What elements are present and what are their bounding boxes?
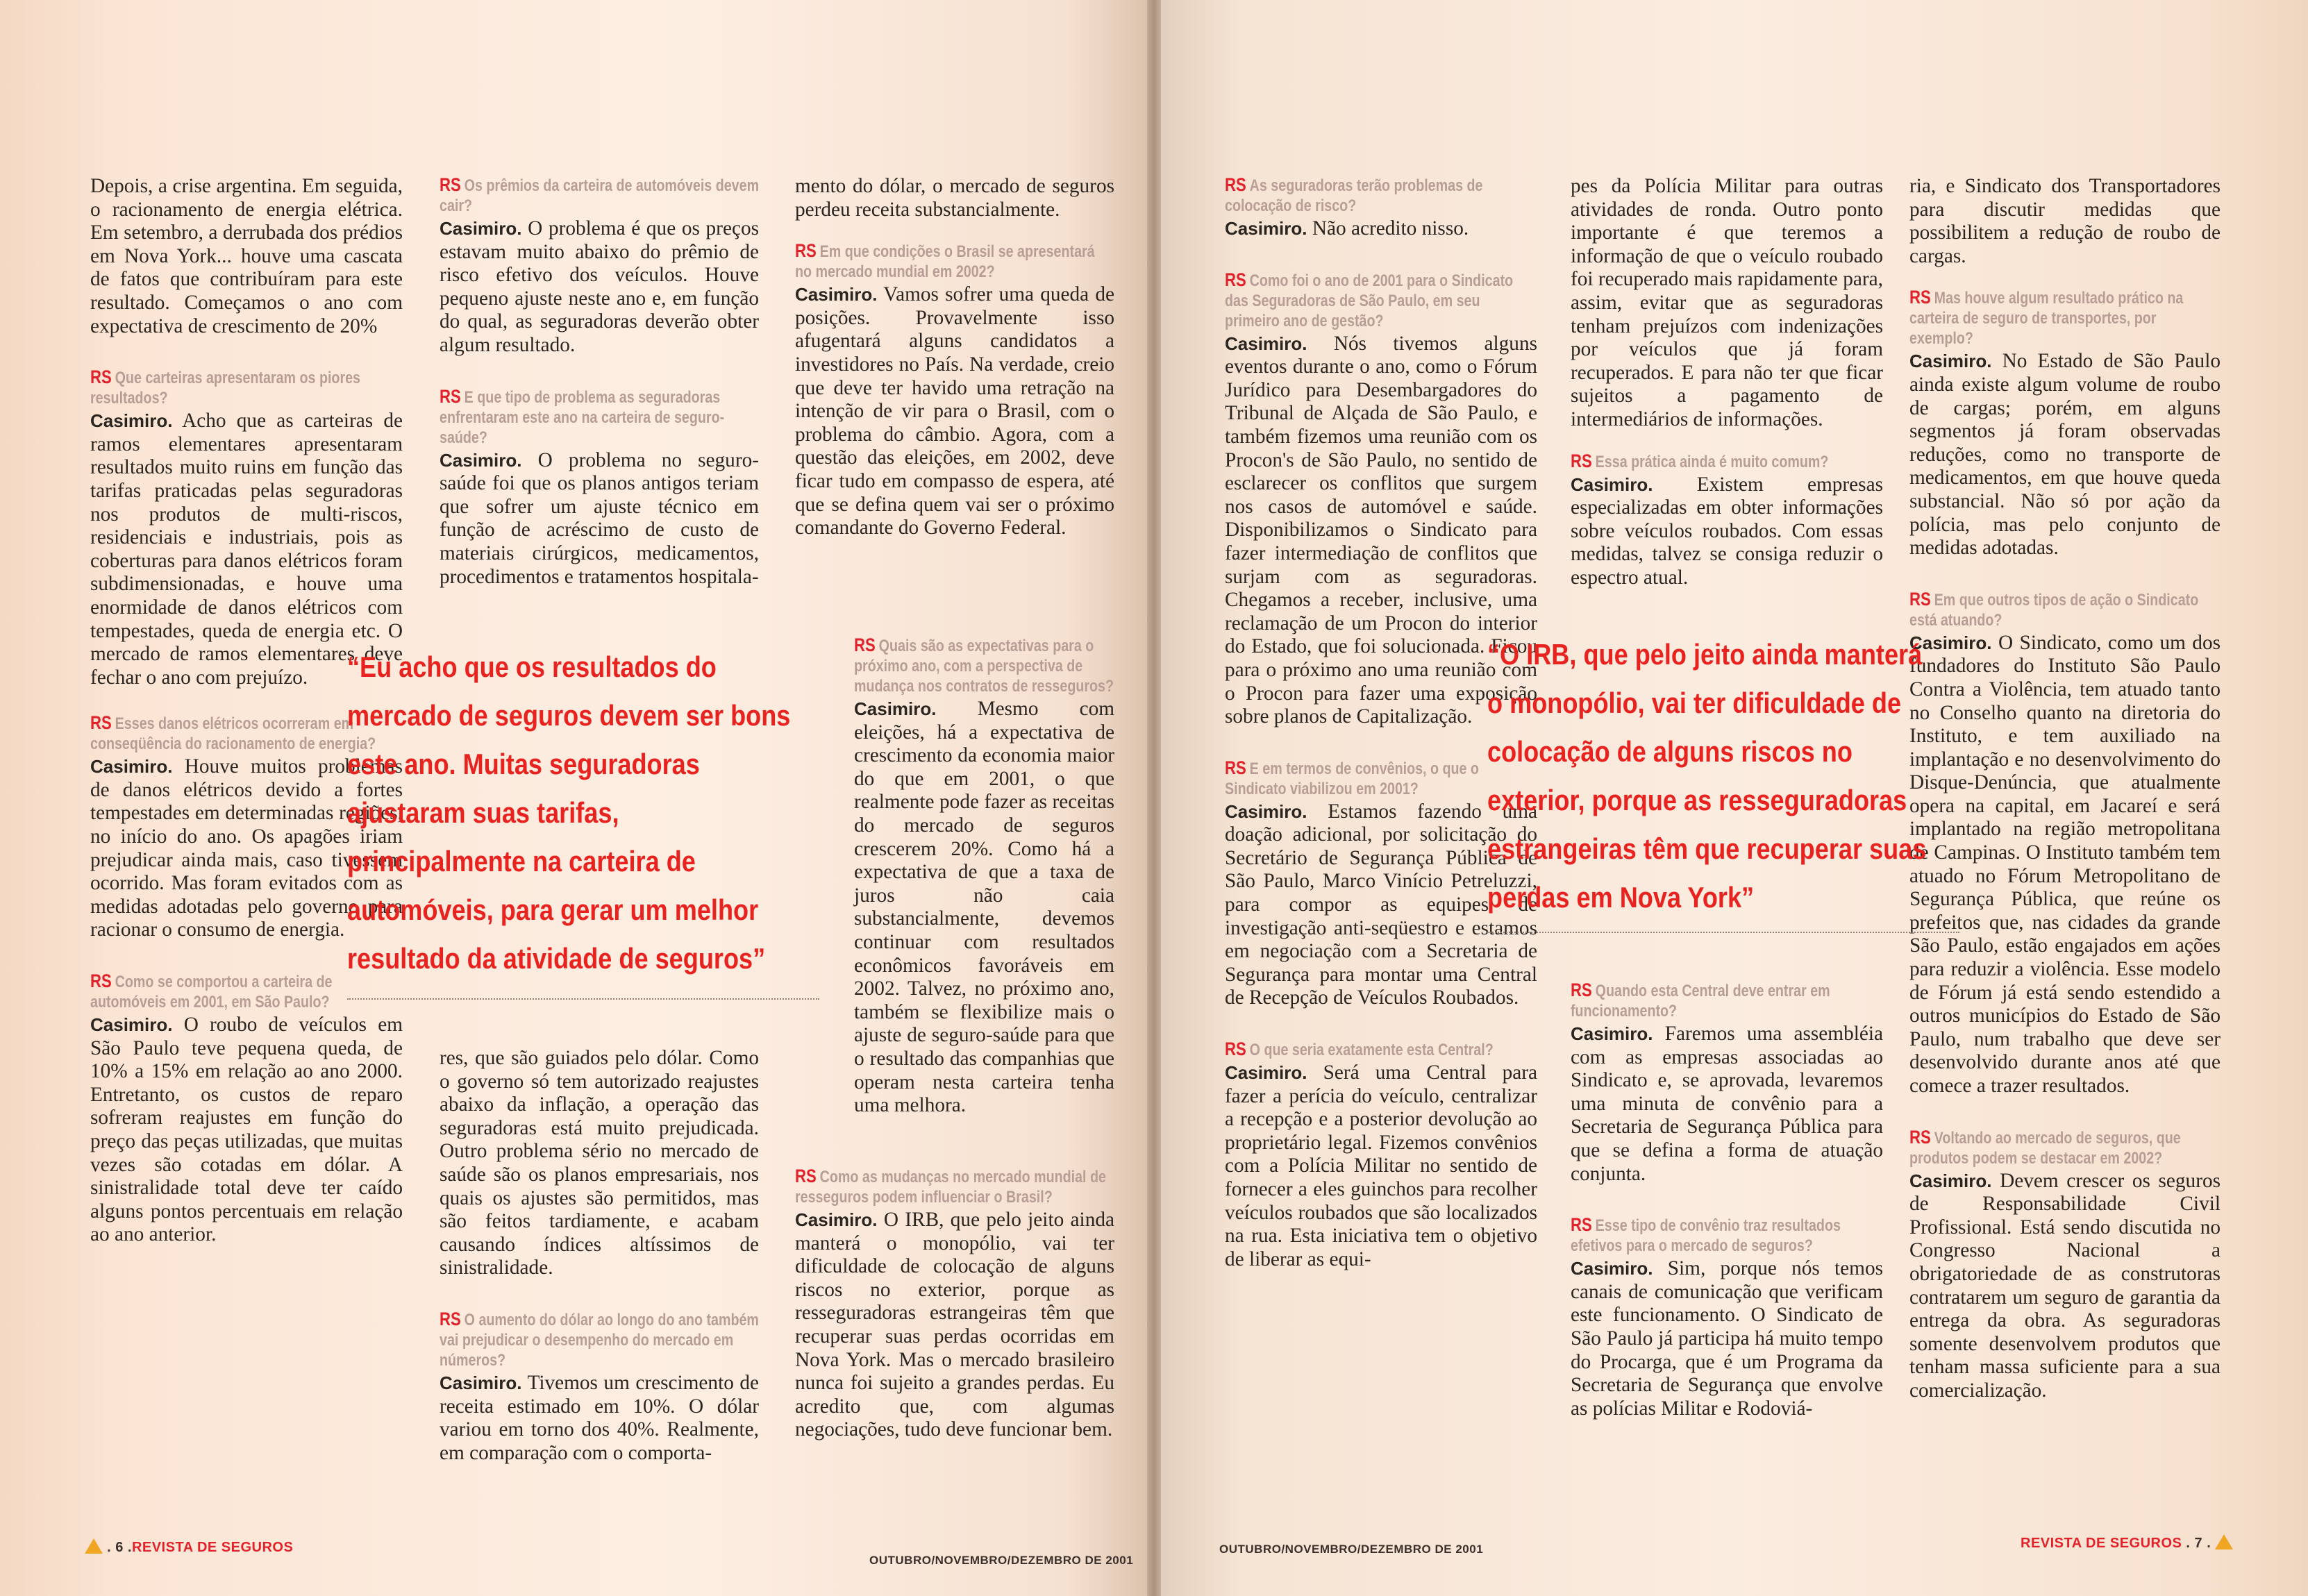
question: RS O aumento do dólar ao longo do ano também vai prejudicar o desempenho do mercado em números? xyxy=(440,1308,759,1370)
question: RS Voltando ao mercado de seguros, que produtos podem se destacar em 2002? xyxy=(1909,1126,2181,1168)
right-footer-brand: REVISTA DE SEGUROS . 7 . xyxy=(2021,1534,2233,1552)
question: RS Essa prática ainda é muito comum? xyxy=(1571,450,1829,471)
answer: Casimiro. Existem empresas especializadas em obter informações sobre veículos roubados. Com essas medidas, talvez se consiga reduzir o espectro atual. xyxy=(1571,473,1883,589)
answer: Casimiro. Mesmo com eleições, há a expectativa de crescimento da economia maior do que em 2001, o que realmente pode fazer as receitas do mercado de seguros crescerem 20%. Como há a expectativa de que a taxa de juros não caia substancialmente, devemos continuar com resultados econômicos favoráveis em 2002. Talvez, no próximo ano, também se flexibilize mais o ajuste de seguro-saúde para que o resultado das companhias que operam nesta carteira tenha uma melhora. xyxy=(854,698,1115,1117)
answer: Casimiro. Será uma Central para fazer a perícia do veículo, centralizar a recepção e a posterior devolução ao proprietário legal. Fizemos convênios com a Polícia Militar no sentido de fornecer a eles guinchos para recolher veículos roubados que são localizados na rua. Esta iniciativa tem o objetivo de liberar as equi- xyxy=(1225,1061,1537,1270)
answer: Casimiro. Vamos sofrer uma queda de posições. Provavelmente isso afugentará alguns candidatos a investidores no País. Na verdade, creio que deve ter havido uma retração na intenção de vir para o Brasil, com o problema do câmbio. Agora, com a questão das eleições, em 2002, deve ficar tudo em compasso de espera, até que se defina quem vai ser o próximo comandante do Governo Federal. xyxy=(795,283,1114,539)
question: RS Como as mudanças no mercado mundial de resseguros podem influenciar o Brasil? xyxy=(795,1166,1106,1207)
answer: Casimiro. O IRB, que pelo jeito ainda manterá o monopólio, vai ter dificuldade de colocação de alguns riscos no exterior, porque as resseguradoras estrangeiras têm que recuperar suas perdas ocorridas em Nova York. Mas o mercado brasileiro nunca foi sujeito a grandes perdas. Eu acredito que, com algumas negociações, tudo deve funcionar bem. xyxy=(795,1209,1114,1441)
spine-gutter xyxy=(1147,0,1161,1596)
answer: Casimiro. O Sindicato, como um dos fundadores do Instituto São Paulo Contra a Violência, tem atuado tanto no Conselho quanto na diretoria do Instituto, e tem auxiliado na implantação e no desenvolvimento do Disque-Denúncia, que atualmente opera na capital, em Jacareí e será implantado na região metropolitana de Campinas. O Instituto também tem atuado no Fórum Metropolitano de Segurança Pública, que reúne os prefeitos que, nas cidades da grande São Paulo, estão engajados em ações para reduzir a violência. Esse modelo de Fórum já está sendo estendido a outros municípios do Estado de São Paulo, num trabalho que deve ser desenvolvido durante anos até que comece a trazer resultados. xyxy=(1909,631,2221,1097)
left-footer-date: OUTUBRO/NOVEMBRO/DEZEMBRO DE 2001 xyxy=(869,1554,1134,1567)
question: RS Como foi o ano de 2001 para o Sindicato das Seguradoras de São Paulo, em seu primeiro ano de gestão? xyxy=(1225,269,1514,330)
answer: Casimiro. Tivemos um crescimento de receita estimado em 10%. O dólar variou em torno dos 40%. Realmente, em comparação com o comporta- xyxy=(440,1371,760,1464)
answer-continued: ria, e Sindicato dos Transportadores para discutir medidas que possibilitem a redução de roubo de cargas. xyxy=(1909,175,2221,267)
intro-paragraph: Depois, a crise argentina. Em seguida, o racionamento de energia elétrica. Em setembro, a derrubada dos prédios em Nova York... houve uma cascata de fatos que contribuíram para este resultado. Começamos o ano com expectativa de crescimento de 20% xyxy=(90,175,403,337)
pull-quote-rule xyxy=(1487,932,1959,933)
right-footer-date: OUTUBRO/NOVEMBRO/DEZEMBRO DE 2001 xyxy=(1219,1543,1484,1556)
answer: Casimiro. Faremos uma assembléia com as empresas associadas ao Sindicato e, se aprovada, levaremos uma minuta de convênio para a Secretaria de Segurança Pública para que se defina a forma de atuação conjunta. xyxy=(1571,1023,1884,1185)
right-page xyxy=(1161,0,2308,1596)
question: RS Quando esta Central deve entrar em funcionamento? xyxy=(1571,980,1830,1020)
question: RS Que carteiras apresentaram os piores resultados? xyxy=(90,367,361,408)
question: RS Mas houve algum resultado prático na carteira de seguro de transportes, por exemplo? xyxy=(1909,287,2184,348)
question: RS Como se comportou a carteira de automóveis em 2001, em São Paulo? xyxy=(90,971,333,1012)
pull-quote: “Eu acho que os resultados do mercado de seguros devem ser bons este ano. Muitas seguradoras ajustaram suas tarifas, principalmente na carteira de automóveis, para gerar um melhor resultado da atividade de seguros” xyxy=(347,650,791,975)
answer: Casimiro. O roubo de veículos em São Paulo teve pequena queda, de 10% a 15% em relação ao ano 2000. Entretanto, os custos de reparo sofreram reajustes em função do preço das peças utilizadas, que muitas vezes são cotadas em dólar. A sinistralidade total deve ter caído alguns pontos percentuais em relação ao ano anterior. xyxy=(90,1014,403,1246)
answer: Casimiro. Estamos fazendo uma doação adicional, por solicitação do Secretário de Segurança Pública de São Paulo, Marco Vinício Petreluzzi, para compor as equipes de investigação anti-seqüestro e estamos em negociação com a Secretaria de Segurança para montar uma Central de Recepção de Veículos Roubados. xyxy=(1225,800,1538,1009)
left-column-3-lower xyxy=(795,1166,1114,1471)
question: RS O que seria exatamente esta Central? xyxy=(1225,1039,1494,1060)
answer: Casimiro. Sim, porque nós temos canais de comunicação que verificam este funcionamento. O Sindicato de São Paulo já participa há muito tempo do Procarga, que é um Programa da Secretaria de Segurança que envolve as polícias Militar e Rodoviá- xyxy=(1571,1257,1883,1420)
question: RS E em termos de convênios, o que o Sindicato viabilizou em 2001? xyxy=(1225,757,1479,798)
logo-triangle-icon xyxy=(85,1538,103,1554)
answer: Casimiro. Não acredito nisso. xyxy=(1225,217,1469,240)
left-page xyxy=(0,0,1147,1596)
answer: Casimiro. Nós tivemos alguns eventos durante o ano, como o Fórum Jurídico para Desembargadores do Tribunal de Alçada de São Paulo, e também fizemos uma reunião com os Procon's de São Paulo, no sentido de esclarecer os conflitos que surgem nos casos de automóvel e saúde. Disponibilizamos o Sindicato para fazer intermediação de conflitos que surjam com as seguradoras. Chegamos a receber, inclusive, uma reclamação de um Procon do interior do Estado, que foi solucionada. Ficou para o próximo ano uma reunião com o Procon para fazer uma exposição sobre planos de Capitalização. xyxy=(1225,332,1537,728)
question: RS E que tipo de problema as seguradoras enfrentaram este ano na carteira de seguro-saúde? xyxy=(440,385,725,447)
left-column-2-lower xyxy=(440,1047,759,1494)
question: RS Esse tipo de convênio traz resultados efetivos para o mercado de seguros? xyxy=(1571,1214,1841,1256)
right-column-3 xyxy=(1909,175,2221,1432)
page-number: 6 xyxy=(115,1540,124,1555)
question: RS Esses danos elétricos ocorreram em conseqüência do racionamento de energia? xyxy=(90,712,376,754)
right-column-2-lower xyxy=(1571,980,1883,1450)
answer: Casimiro. O problema no seguro-saúde foi que os planos antigos teriam que sofrer um ajuste técnico em função de acréscimo de custo de materiais cirúrgicos, medicamentos, procedimentos e tratamentos hospitala- xyxy=(440,448,759,588)
left-column-3 xyxy=(795,175,1114,569)
question: RS Quais são as expectativas para o próximo ano, com a perspectiva de mudança nos contratos de resseguros? xyxy=(854,635,1114,696)
right-column-2 xyxy=(1571,175,1883,619)
answer-continued: res, que são guiados pelo dólar. Como o governo só tem autorizado reajustes abaixo da inflação, a operação das seguradoras está muito prejudicada. Outro problema sério no mercado de saúde são os planos empresariais, nos quais os ajustes são permitidos, mas são feitos tardiamente, e acabam causando índices altíssimos de sinistralidade. xyxy=(440,1047,759,1279)
answer-continued: mento do dólar, o mercado de seguros perdeu receita substancialmente. xyxy=(795,175,1114,221)
pull-quote-rule xyxy=(347,998,819,1000)
answer: Casimiro. Devem crescer os seguros de Responsabilidade Civil Profissional. Está sendo discutida no Congresso Nacional a obrigatoriedade de as construtoras contratarem um seguro de garantia da entrega da obra. As seguradoras somente desenvolvem produtos que tenham massa suficiente para a sua comercialização. xyxy=(1909,1169,2221,1402)
publication-name: REVISTA DE SEGUROS xyxy=(2021,1536,2182,1551)
answer: Casimiro. Houve muitos problemas de danos elétricos devido a fortes tempestades em determinadas regiões, no início do ano. Os apagões iriam prejudicar ainda mais, caso tivessem ocorrido. Mas foram evitados com as medidas adotadas pelo governo para racionar o consumo de energia. xyxy=(90,755,403,941)
pull-quote: “O IRB, que pelo jeito ainda manterá o monopólio, vai ter dificuldade de colocação de alguns riscos no exterior, porque as resseguradoras estrangeiras têm que recuperar suas perdas em Nova York” xyxy=(1487,638,1927,914)
left-column-2 xyxy=(440,175,759,618)
publication-name: REVISTA DE SEGUROS xyxy=(131,1540,294,1555)
answer: Casimiro. No Estado de São Paulo ainda existe algum volume de roubo de cargas; porém, em alguns segmentos já foram observadas reduções, como no transporte de medicamentos, em que houve queda substancial. Não só por ação da polícia, mas pelo conjunto de medidas adotadas. xyxy=(1909,350,2221,560)
rs-marker: RS xyxy=(90,367,112,388)
question: RS Em que outros tipos de ação o Sindicato está atuando? xyxy=(1909,588,2199,630)
answer: Casimiro. Acho que as carteiras de ramos elementares apresentaram resultados muito ruins em função das tarifas praticadas pelas seguradoras nos produtos de multi-riscos, residenciais e industriais, pois as coberturas para danos elétricos foram subdimensionadas, e houve uma enormidade de danos elétricos com tempestades, queda de energia etc. O mercado de ramos elementares deve fechar o ano com prejuízo. xyxy=(90,410,403,689)
question: RS Os prêmios da carteira de automóveis devem cair? xyxy=(440,174,760,215)
logo-triangle-icon xyxy=(2215,1534,2233,1549)
page-number: 7 xyxy=(2194,1536,2203,1551)
left-column-3-mid xyxy=(854,635,1114,1147)
answer: Casimiro. O problema é que os preços estavam muito abaixo do prêmio de risco efetivo dos veículos. Houve pequeno ajuste neste ano e, em função do qual, as seguradoras deverão obter algum resultado. xyxy=(440,217,759,356)
answer-continued: pes da Polícia Militar para outras atividades de ronda. Outro ponto importante é que teremos a informação de que o veículo roubado foi recuperado mais rapidamente para, assim, evitar que as seguradoras tenham prejuízos com indenizações por veículos que já foram recuperados. E para não ter que ficar sujeitos a pagamento de intermediários de informações. xyxy=(1571,175,1883,430)
left-footer-brand: . 6 .REVISTA DE SEGUROS xyxy=(85,1538,293,1556)
question: RS As seguradoras terão problemas de colocação de risco? xyxy=(1225,174,1483,215)
question: RS Em que condições o Brasil se apresentará no mercado mundial em 2002? xyxy=(795,240,1095,282)
